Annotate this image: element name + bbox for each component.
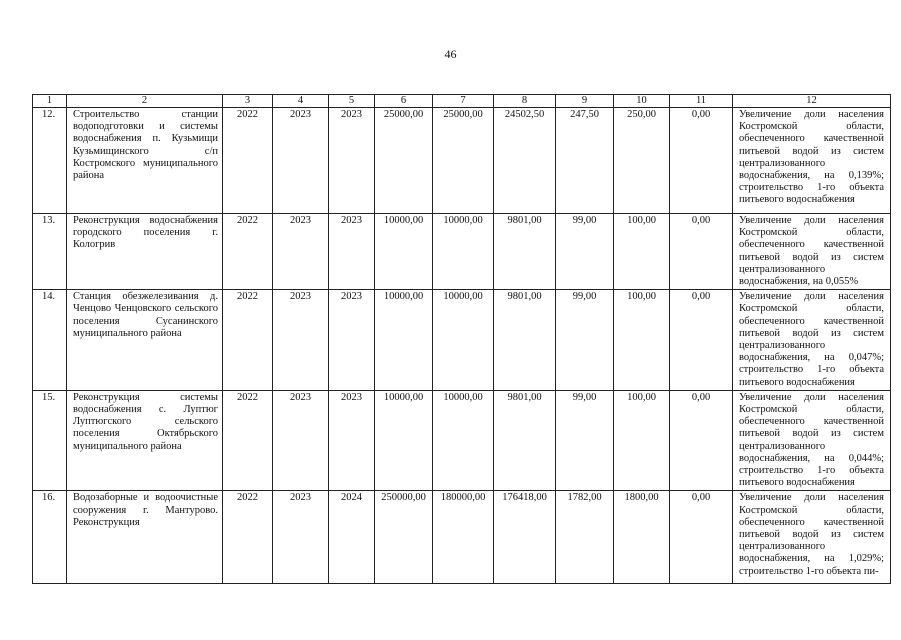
project-name: Станция обезжелезивания д. Ченцово Ченцовского сельского поселения Сусанинского муниципального района: [67, 290, 223, 391]
row-number: 15.: [33, 390, 67, 491]
table-row: [33, 214, 891, 290]
expected-result: Увеличение доли населения Костромской области, обеспеченного качественной питьевой водой из систем централизованного водоснабжения, на 0,055%: [733, 214, 891, 290]
project-name: Водозаборные и водоочистные сооружения г. Мантурово. Реконструкция: [67, 491, 223, 584]
cell-col9: 99,00: [556, 290, 614, 391]
cell-col11: 0,00: [670, 214, 733, 290]
cell-col11: 0,00: [670, 108, 733, 214]
table-row: [33, 108, 891, 214]
cell-col4: 2023: [273, 491, 329, 584]
cell-col7: 10000,00: [433, 214, 494, 290]
cell-col10: 100,00: [614, 214, 670, 290]
project-name: Реконструкция водоснабжения городского поселения г. Кологрив: [67, 214, 223, 290]
cell-col6: 10000,00: [375, 290, 433, 391]
cell-col7: 10000,00: [433, 390, 494, 491]
cell-col7: 10000,00: [433, 290, 494, 391]
projects-table: [32, 94, 891, 584]
cell-col11: 0,00: [670, 290, 733, 391]
cell-col6: 10000,00: [375, 390, 433, 491]
project-name: Реконструкция системы водоснабжения с. Луптюг Луптюгского сельского поселения Октябрьского муниципального района: [67, 390, 223, 491]
cell-col8: 176418,00: [494, 491, 556, 584]
cell-col3: 2022: [223, 214, 273, 290]
cell-col6: 250000,00: [375, 491, 433, 584]
project-name: Строительство станции водоподготовки и системы водоснабжения п. Кузьмищи Кузьмищинского с/п Костромского муниципального района: [67, 108, 223, 214]
cell-col5: 2023: [329, 290, 375, 391]
cell-col7: 180000,00: [433, 491, 494, 584]
cell-col8: 24502,50: [494, 108, 556, 214]
column-header: 5: [329, 95, 375, 108]
row-number: 14.: [33, 290, 67, 391]
page-number: 46: [444, 47, 457, 61]
cell-col4: 2023: [273, 214, 329, 290]
column-header: 6: [375, 95, 433, 108]
column-header: 10: [614, 95, 670, 108]
cell-col5: 2024: [329, 491, 375, 584]
table-row: [33, 491, 891, 584]
cell-col5: 2023: [329, 214, 375, 290]
cell-col9: 99,00: [556, 214, 614, 290]
cell-col3: 2022: [223, 290, 273, 391]
column-header: 9: [556, 95, 614, 108]
column-header: 3: [223, 95, 273, 108]
cell-col8: 9801,00: [494, 214, 556, 290]
row-number: 12.: [33, 108, 67, 214]
column-header: 1: [33, 95, 67, 108]
cell-col3: 2022: [223, 390, 273, 491]
cell-col10: 1800,00: [614, 491, 670, 584]
expected-result: Увеличение доли населения Костромской области, обеспеченного качественной питьевой водой из систем централизованного водоснабжения, на 0,139%; строительство 1-го объекта питьевого водоснабжения: [733, 108, 891, 214]
cell-col5: 2023: [329, 390, 375, 491]
cell-col9: 247,50: [556, 108, 614, 214]
column-header: 7: [433, 95, 494, 108]
expected-result: Увеличение доли населения Костромской области, обеспеченного качественной питьевой водой из систем централизованного водоснабжения, на 0,047%; строительство 1-го объекта питьевого водоснабжения: [733, 290, 891, 391]
cell-col11: 0,00: [670, 491, 733, 584]
row-number: 13.: [33, 214, 67, 290]
column-header: 2: [67, 95, 223, 108]
cell-col4: 2023: [273, 390, 329, 491]
column-header: 8: [494, 95, 556, 108]
cell-col9: 1782,00: [556, 491, 614, 584]
cell-col10: 250,00: [614, 108, 670, 214]
cell-col5: 2023: [329, 108, 375, 214]
row-number: 16.: [33, 491, 67, 584]
cell-col4: 2023: [273, 290, 329, 391]
cell-col7: 25000,00: [433, 108, 494, 214]
table-row: [33, 290, 891, 391]
column-header: 12: [733, 95, 891, 108]
cell-col11: 0,00: [670, 390, 733, 491]
cell-col3: 2022: [223, 491, 273, 584]
expected-result: Увеличение доли населения Костромской области, обеспеченного качественной питьевой водой из систем централизованного водоснабжения, на 1,029%; строительство 1-го объекта пи-: [733, 491, 891, 584]
column-header: 4: [273, 95, 329, 108]
cell-col8: 9801,00: [494, 390, 556, 491]
cell-col9: 99,00: [556, 390, 614, 491]
header-row: [33, 95, 891, 108]
column-header: 11: [670, 95, 733, 108]
cell-col3: 2022: [223, 108, 273, 214]
cell-col10: 100,00: [614, 290, 670, 391]
cell-col10: 100,00: [614, 390, 670, 491]
cell-col6: 10000,00: [375, 214, 433, 290]
table-row: [33, 390, 891, 491]
cell-col8: 9801,00: [494, 290, 556, 391]
expected-result: Увеличение доли населения Костромской области, обеспеченного качественной питьевой водой из систем централизованного водоснабжения, на 0,044%; строительство 1-го объекта питьевого водоснабжения: [733, 390, 891, 491]
cell-col4: 2023: [273, 108, 329, 214]
cell-col6: 25000,00: [375, 108, 433, 214]
